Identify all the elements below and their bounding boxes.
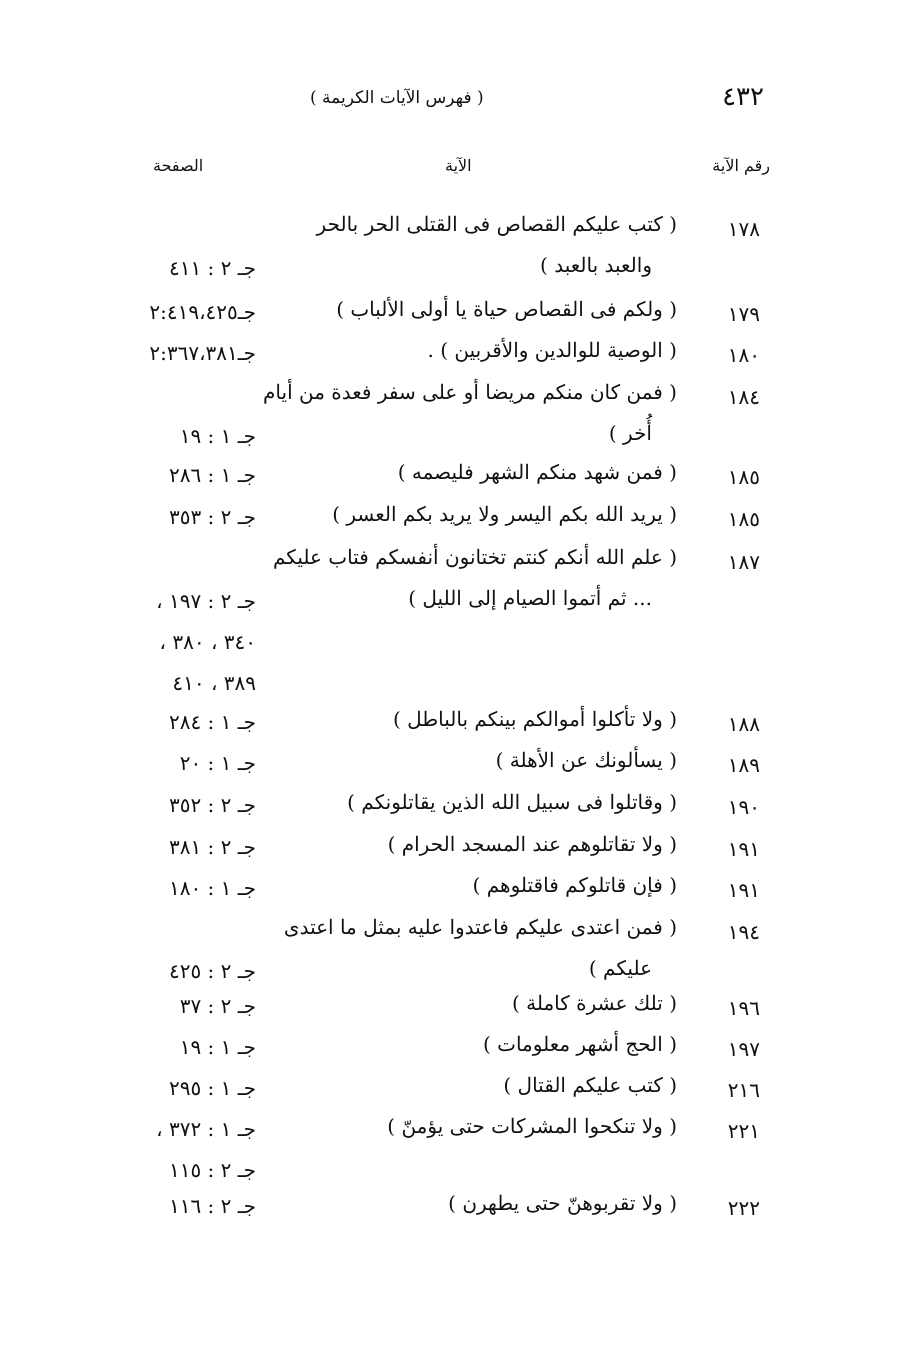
verse-number: ١٩٧ [727, 1037, 760, 1061]
verse-number: ١٨٨ [727, 712, 760, 736]
verse-number: ١٩٠ [727, 795, 760, 819]
page-reference: جـ ١ : ١٩ [179, 1035, 256, 1059]
running-title: ( فهرس الآيات الكريمة ) [310, 88, 484, 108]
verse-number: ١٨٠ [727, 343, 760, 367]
verse-number: ١٩١ [727, 837, 760, 861]
verse-text: ( تلك عشرة كاملة ) [511, 991, 677, 1015]
verse-number: ٢٢١ [727, 1119, 760, 1143]
column-header-number: رقم الآية [712, 156, 770, 175]
verse-text: أُخر ) [608, 421, 652, 445]
verse-number: ١٨٥ [727, 465, 760, 489]
page-reference: جـ ١ : ٢٨٤ [168, 710, 256, 734]
column-header-verse: الآية [445, 156, 472, 175]
verse-text: ( علم الله أنكم كنتم تختانون أنفسكم فتاب عليكم [273, 545, 677, 569]
verse-text: والعبد بالعبد ) [540, 253, 652, 277]
page-reference: جـ ٢ : ٣٥٢ [168, 793, 256, 817]
page-reference: جـ ٢ : ١١٥ [168, 1158, 256, 1182]
page-reference: جـ٢:٤١٩،٤٢٥ [149, 300, 256, 324]
verse-number: ١٨٧ [727, 550, 760, 574]
page-reference: جـ ١ : ٣٧٢ ، [156, 1117, 256, 1141]
page-reference: ٣٤٠ ، ٣٨٠ ، [159, 630, 256, 654]
column-header-page: الصفحة [153, 156, 204, 175]
page-reference: ٣٨٩ ، ٤١٠ [172, 671, 256, 695]
verse-number: ١٩٤ [727, 920, 760, 944]
verse-number: ٢٢٢ [727, 1196, 760, 1220]
verse-number: ١٨٥ [727, 507, 760, 531]
verse-text: ( الوصية للوالدين والأقربين ) . [427, 338, 677, 362]
verse-text: ( وقاتلوا فى سبيل الله الذين يقاتلونكم ) [347, 790, 677, 814]
verse-text: ( ولكم فى القصاص حياة يا أولى الألباب ) [336, 297, 677, 321]
page-reference: جـ ٢ : ٤١١ [168, 256, 256, 280]
verse-number: ١٩٦ [727, 996, 760, 1020]
page-reference: جـ ٢ : ١١٦ [168, 1194, 256, 1218]
page-reference: جـ ٢ : ١٩٧ ، [156, 589, 256, 613]
verse-text: ( ولا تأكلوا أموالكم بينكم بالباطل ) [392, 707, 677, 731]
verse-text: عليكم ) [588, 956, 652, 980]
page-reference: جـ٢:٣٦٧،٣٨١ [149, 341, 256, 365]
verse-text: ( ولا تقربوهنّ حتى يطهرن ) [448, 1191, 677, 1215]
verse-number: ١٨٩ [727, 753, 760, 777]
page-reference: جـ ١ : ٢٠ [179, 751, 256, 775]
verse-number: ١٧٩ [727, 302, 760, 326]
page-number: ٤٣٢ [722, 82, 764, 112]
verse-text: ( يسألونك عن الأهلة ) [495, 748, 677, 772]
verse-text: ... ثم أتموا الصيام إلى الليل ) [408, 586, 652, 610]
verse-number: ٢١٦ [727, 1078, 760, 1102]
verse-text: ( ولا تقاتلوهم عند المسجد الحرام ) [387, 832, 677, 856]
verse-number: ١٧٨ [727, 217, 760, 241]
verse-text: ( فمن شهد منكم الشهر فليصمه ) [397, 460, 677, 484]
page-reference: جـ ٢ : ٣٧ [179, 994, 256, 1018]
verse-text: ( الحج أشهر معلومات ) [482, 1032, 677, 1056]
page-reference: جـ ١ : ٢٩٥ [168, 1076, 256, 1100]
page-reference: جـ ١ : ٢٨٦ [168, 463, 256, 487]
verse-text: ( فإن قاتلوكم فاقتلوهم ) [472, 873, 677, 897]
page-reference: جـ ١ : ١٨٠ [168, 876, 256, 900]
page-reference: جـ ٢ : ٣٨١ [168, 835, 256, 859]
page-reference: جـ ١ : ١٩ [179, 424, 256, 448]
verse-text: ( كتب عليكم القتال ) [503, 1073, 677, 1097]
verse-number: ١٩١ [727, 878, 760, 902]
page-reference: جـ ٢ : ٤٢٥ [168, 959, 256, 983]
verse-text: ( ولا تنكحوا المشركات حتى يؤمنّ ) [387, 1114, 677, 1138]
verse-text: ( فمن اعتدى عليكم فاعتدوا عليه بمثل ما اعتدى [283, 915, 677, 939]
verse-number: ١٨٤ [727, 385, 760, 409]
page-reference: جـ ٢ : ٣٥٣ [168, 505, 256, 529]
verse-text: ( كتب عليكم القصاص فى القتلى الحر بالحر [316, 212, 677, 236]
verse-text: ( يريد الله بكم اليسر ولا يريد بكم العسر ) [332, 502, 677, 526]
verse-text: ( فمن كان منكم مريضا أو على سفر فعدة من أيام [263, 380, 677, 404]
